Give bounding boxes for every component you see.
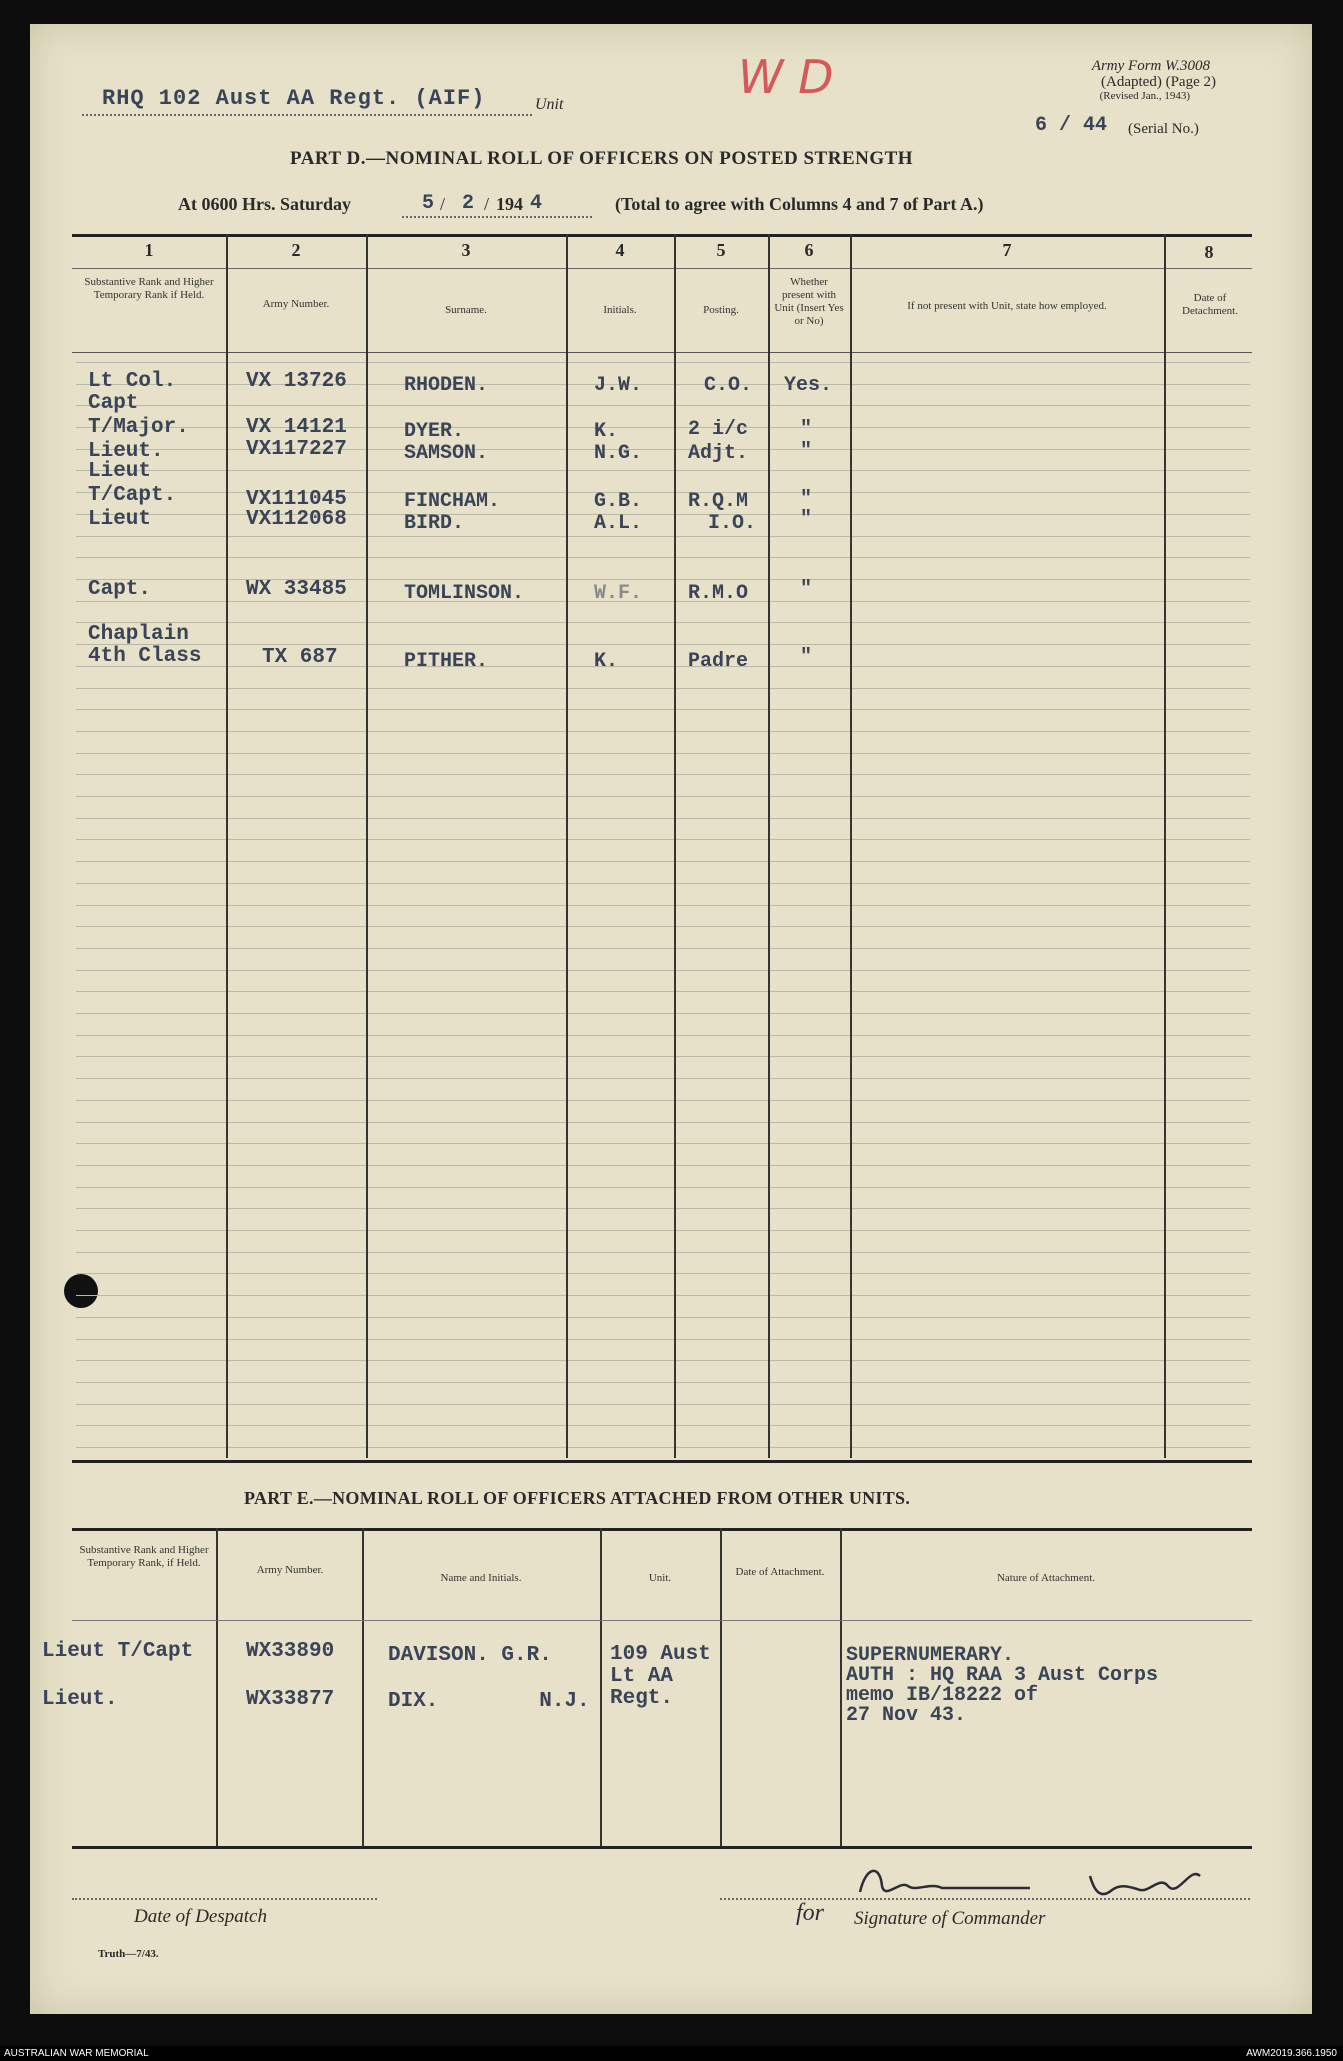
archive-footer-bar [0,2046,1343,2061]
ruled-line [76,796,1250,797]
ruled-line [76,362,1250,363]
row-6-number: WX 33485 [246,578,347,601]
row-7-initials: K. [594,650,619,673]
row-5-rank: Lieut [88,508,152,531]
part-e-top-rule [72,1528,1252,1531]
row-7-surname: PITHER. [404,650,489,673]
part-d-col-sep-1 [226,234,228,1458]
row-4-present: " [800,488,813,511]
row-5-present: " [800,508,813,531]
row-3-rank: Lieut. [88,440,164,463]
row-7-present: " [800,646,813,669]
signature-label: Signature of Commander [854,1908,1046,1929]
ruled-line [76,709,1250,710]
ruled-line [76,644,1250,645]
part-d-col-sep-6 [850,234,852,1458]
ruled-line [76,1035,1250,1036]
ruled-line [76,1187,1250,1188]
e-col-header-attachment-date: Date of Attachment. [735,1566,825,1578]
row-3-initials: N.G. [594,442,643,465]
ruled-line [76,470,1250,471]
row-7-posting: Padre [688,650,749,673]
ruled-line [76,839,1250,840]
archive-footer-right: AWM2019.366.1950 [1246,2048,1337,2059]
e-col-header-rank: Substantive Rank and Higher Temporary Rank, if Held. [79,1544,209,1569]
col-header-army-number: Army Number. [262,298,330,310]
ruled-line [76,601,1250,602]
e-row-2-rank: Lieut. [42,1688,118,1711]
ruled-line [76,948,1250,949]
part-e-col-sep-4 [720,1528,722,1846]
e-row-1-number: WX33890 [246,1640,335,1663]
part-d-col-sep-5 [768,234,770,1458]
date-year-digit: 4 [530,192,543,215]
e-col-header-unit: Unit. [648,1572,672,1584]
ruled-line [76,774,1250,775]
e-col-header-army-number: Army Number. [256,1564,324,1576]
col-header-posting: Posting. [703,304,739,316]
row-1-surname: RHODEN. [404,374,489,397]
row-4-surname: FINCHAM. [404,490,501,513]
ruled-line [76,1317,1250,1318]
ruled-line [76,818,1250,819]
ruled-line [76,1056,1250,1057]
part-d-title: PART D.—NOMINAL ROLL OF OFFICERS ON POSTED STRENGTH [290,148,914,169]
row-5-initials: A.L. [594,512,643,535]
date-sep-2: / [484,194,490,214]
col-header-present: Whether present with Unit (Insert Yes or No) [774,276,844,327]
row-6-posting: R.M.O [688,582,749,605]
e-nature-of-attachment: SUPERNUMERARY. AUTH : HQ RAA 3 Aust Corps memo IB/18222 of 27 Nov 43. [846,1644,1159,1727]
ruled-line [76,688,1250,689]
ruled-line [76,883,1250,884]
row-1-number: VX 13726 [246,370,347,393]
col-number-1: 1 [144,240,154,260]
ruled-line [76,753,1250,754]
form-name: Army Form W.3008 [1091,58,1210,74]
ruled-line [76,1078,1250,1079]
e-row-2-number: WX33877 [246,1688,335,1711]
ruled-line [76,1273,1250,1274]
part-d-bottom-rule [72,1460,1252,1463]
row-1-initials: J.W. [594,374,643,397]
col-number-8: 8 [1204,242,1214,262]
ruled-line [76,1165,1250,1166]
ruled-line [76,1013,1250,1014]
commander-signature [790,1856,1270,1916]
e-row-1-unit: 109 Aust Lt AA Regt. [610,1643,711,1710]
row-3-number: VX117227 [246,438,347,461]
row-4-number: VX111045 [246,488,347,511]
ruled-line [76,405,1250,406]
row-4-posting: R.Q.M [688,490,749,513]
e-row-1-rank: Lieut T/Capt [42,1640,194,1663]
part-d-col-sep-2 [366,234,368,1458]
ruled-line [76,1382,1250,1383]
row-4-rank: Lieut T/Capt. [88,460,177,507]
col-number-2: 2 [291,240,301,260]
row-3-surname: SAMSON. [404,442,489,465]
col-number-7: 7 [1002,240,1012,260]
part-e-col-sep-1 [216,1528,218,1846]
ruled-line [76,1404,1250,1405]
ruled-line [76,557,1250,558]
ruled-line [76,1122,1250,1123]
row-2-initials: K. [594,420,619,443]
e-col-header-nature: Nature of Attachment. [996,1572,1096,1584]
row-6-initials: W.F. [594,582,643,605]
col-header-detachment-date: Date of Detachment. [1182,292,1238,317]
ruled-line [76,1100,1250,1101]
e-col-header-name: Name and Initials. [440,1572,522,1584]
col-header-surname: Surname. [445,304,487,316]
ruled-line [76,861,1250,862]
ruled-line [76,1425,1250,1426]
row-6-present: " [800,578,813,601]
date-day: 5 [422,192,435,215]
row-2-surname: DYER. [404,420,465,443]
part-d-col-sep-3 [566,234,568,1458]
archive-footer-left: AUSTRALIAN WAR MEMORIAL [4,2048,149,2059]
row-4-initials: G.B. [594,490,643,513]
unit-name: RHQ 102 Aust AA Regt. (AIF) [102,86,486,111]
part-e-bottom-rule [72,1846,1252,1849]
part-d-col-sep-7 [1164,234,1166,1458]
row-1-posting: C.O. [704,374,753,397]
for-label: for [796,1900,825,1926]
ruled-line [76,1208,1250,1209]
red-wd-mark: W D [738,50,834,104]
ruled-line [76,1143,1250,1144]
serial-label: (Serial No.) [1128,121,1199,137]
col-header-initials: Initials. [603,304,637,316]
row-1-rank: Lt Col. [88,370,177,393]
row-3-present: " [800,440,813,463]
e-row-2-name: DIX. N.J. [388,1690,590,1713]
col-header-rank: Substantive Rank and Higher Temporary Rank if Held. [84,276,214,301]
row-5-posting: I.O. [708,512,757,535]
ruled-line [76,1252,1250,1253]
ruled-line [76,1230,1250,1231]
part-d-number-row-rule [72,268,1252,269]
date-year-prefix: 194 [496,194,523,214]
part-e-header-rule [72,1620,1252,1621]
e-row-1-name: DAVISON. G.R. [388,1644,552,1667]
ruled-line [76,1360,1250,1361]
ruled-line [76,622,1250,623]
date-month: 2 [462,192,475,215]
row-1-present: Yes. [784,374,833,397]
ruled-line [76,991,1250,992]
row-2-present: " [800,418,813,441]
row-5-number: VX112068 [246,508,347,531]
despatch-dotted-line [72,1898,377,1900]
row-6-rank: Capt. [88,578,152,601]
ruled-line [76,536,1250,537]
serial-number: 6 / 44 [1035,114,1108,137]
printer-mark: Truth—7/43. [98,1948,159,1960]
unit-label: Unit [535,96,564,113]
form-revised: (Revised Jan., 1943) [1099,90,1190,102]
at-line: At 0600 Hrs. Saturday [178,194,352,214]
unit-name-dotted-line [82,114,532,116]
ruled-line [76,926,1250,927]
total-note: (Total to agree with Columns 4 and 7 of Part A.) [615,194,984,214]
row-3-posting: Adjt. [688,442,749,465]
part-d-col-sep-4 [674,234,676,1458]
row-7-number: TX 687 [262,646,338,669]
form-adapted: (Adapted) (Page 2) [1101,74,1216,90]
ruled-line [76,666,1250,667]
part-e-title: PART E.—NOMINAL ROLL OF OFFICERS ATTACHED FROM OTHER UNITS. [244,1488,911,1508]
part-d-top-rule [72,234,1252,237]
ruled-line [76,1339,1250,1340]
ruled-line [76,731,1250,732]
row-2-posting: 2 i/c [688,418,749,441]
ruled-line [76,1447,1250,1448]
date-dotted-line [402,216,592,218]
row-5-surname: BIRD. [404,512,465,535]
ruled-line [76,970,1250,971]
col-number-3: 3 [461,240,471,260]
col-header-how-employed: If not present with Unit, state how employed. [907,300,1107,312]
row-6-surname: TOMLINSON. [404,582,525,605]
ruled-line [76,1295,1250,1296]
punch-hole [64,1274,98,1308]
ruled-line [76,905,1250,906]
date-sep-1: / [440,194,446,214]
despatch-label: Date of Despatch [134,1906,267,1927]
col-number-4: 4 [615,240,625,260]
part-d-header-rule [72,352,1252,353]
row-2-number: VX 14121 [246,416,347,439]
row-2-rank: Capt T/Major. [88,392,189,439]
col-number-5: 5 [716,240,726,260]
row-7-rank: Chaplain 4th Class [88,623,202,668]
col-number-6: 6 [804,240,814,260]
